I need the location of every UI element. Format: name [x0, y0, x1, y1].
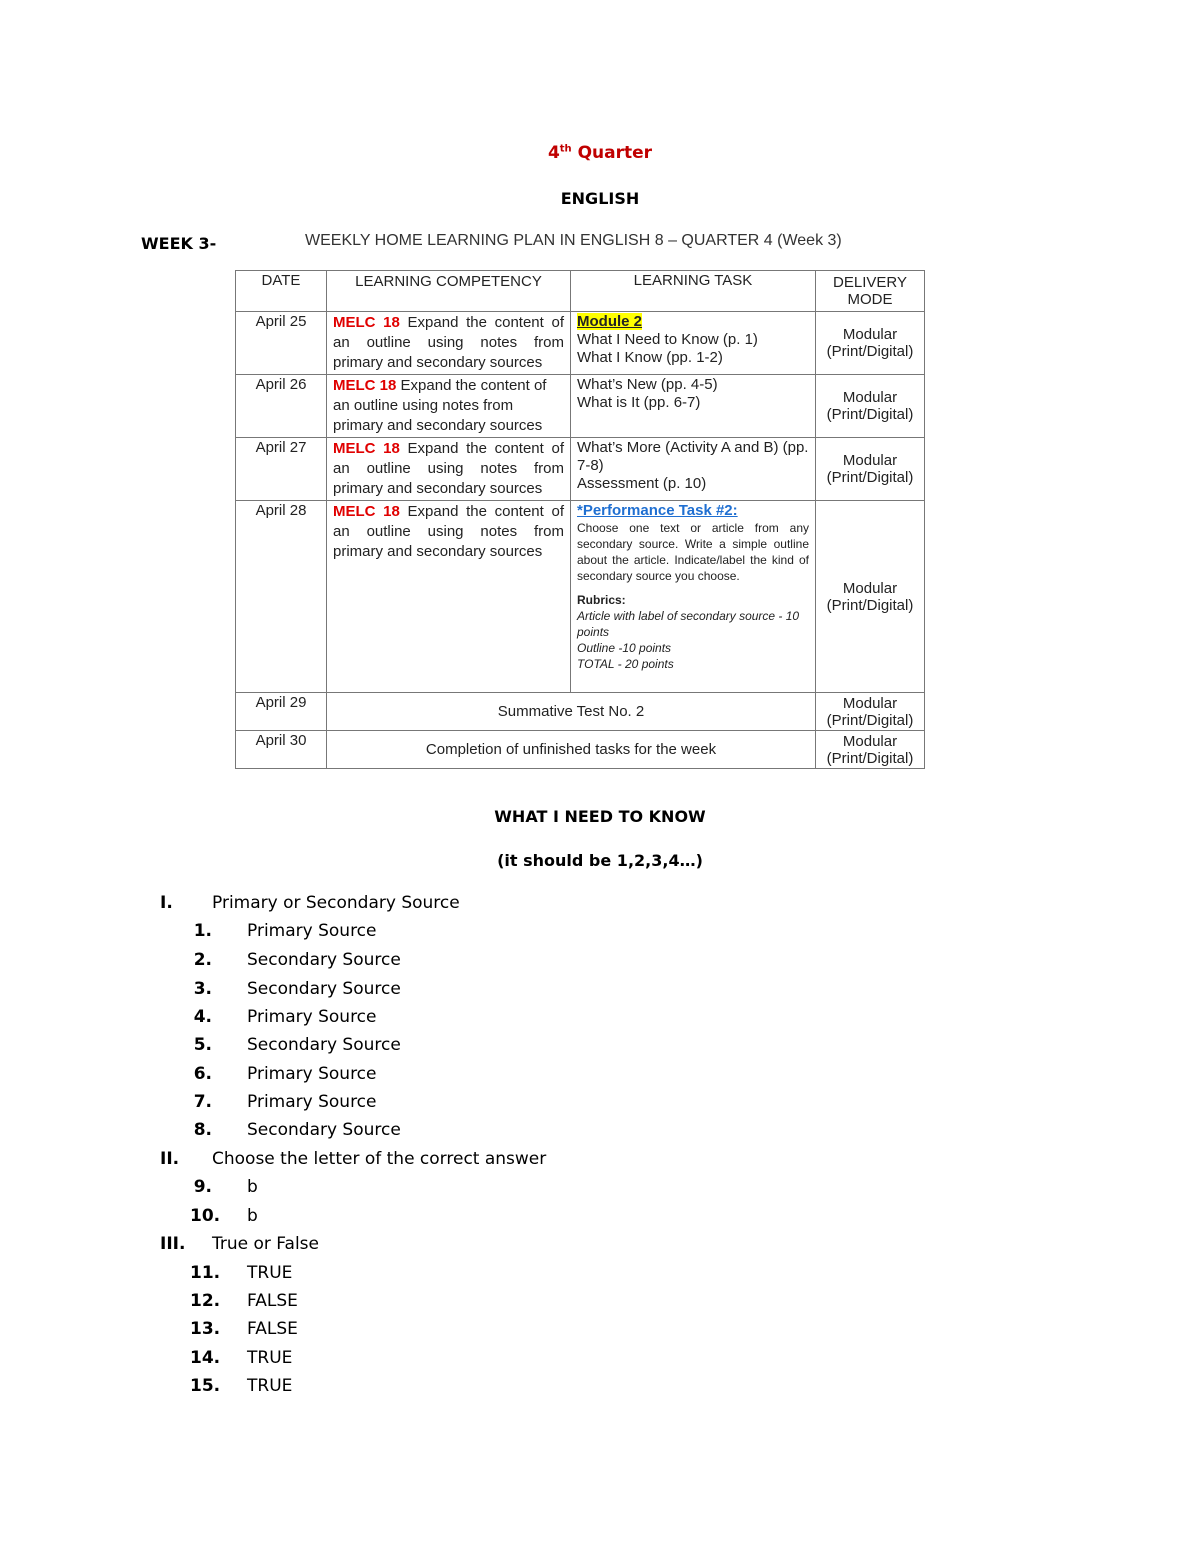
date-cell: April 25	[236, 312, 327, 375]
item-number: 14.	[190, 1348, 221, 1368]
table-row	[236, 375, 925, 438]
quarter-superscript: th	[559, 143, 572, 155]
item-answer: Secondary Source	[247, 950, 401, 970]
subject-heading: ENGLISH	[560, 189, 640, 208]
table-row	[236, 731, 925, 769]
competency-cell	[327, 501, 571, 693]
section-note: (it should be 1,2,3,4…)	[497, 851, 703, 870]
section-title: WHAT I NEED TO KNOW	[494, 807, 706, 826]
item-number: 7.	[193, 1092, 212, 1112]
item-number: 3.	[193, 979, 212, 999]
item-answer: Secondary Source	[247, 1035, 401, 1055]
task-line: Assessment (p. 10)	[577, 475, 707, 492]
table-row	[236, 693, 925, 731]
task-line: What I Know (pp. 1-2)	[577, 349, 723, 366]
competency-text: Expand the content of an outline using notes from primary and secondary sources	[333, 377, 547, 434]
competency-text: Expand the content of an outline using notes from primary and secondary sources	[333, 314, 564, 371]
rubric-item: Outline -10 points	[577, 641, 672, 655]
competency-text: Expand the content of an outline using notes from primary and secondary sources	[333, 440, 564, 497]
item-answer: Primary Source	[247, 1092, 377, 1112]
part-title: True or False	[212, 1234, 319, 1254]
item-number: 5.	[193, 1035, 212, 1055]
date-cell: April 26	[236, 375, 327, 438]
performance-task-title: *Performance Task #2:	[577, 502, 738, 519]
competency-cell	[327, 438, 571, 501]
task-line: What I Need to Know (p. 1)	[577, 331, 758, 348]
melc-label: MELC 18	[333, 440, 400, 457]
item-answer: b	[247, 1177, 258, 1197]
melc-label: MELC 18	[333, 377, 397, 394]
rubric-item: Article with label of secondary source - 10 points	[577, 609, 800, 639]
table-header-row	[236, 271, 925, 312]
item-number: 13.	[190, 1319, 221, 1339]
item-number: 12.	[190, 1291, 221, 1311]
item-answer: FALSE	[247, 1319, 298, 1339]
table-row	[236, 438, 925, 501]
date-cell: April 29	[236, 693, 327, 731]
part-numeral: II.	[160, 1149, 180, 1169]
task-cell	[571, 501, 816, 693]
mode-cell: Modular (Print/Digital)	[816, 731, 925, 769]
date-cell: April 30	[236, 731, 327, 769]
item-number: 10.	[190, 1206, 221, 1226]
rubrics-label: Rubrics:	[577, 593, 626, 607]
mode-cell: Modular (Print/Digital)	[816, 438, 925, 501]
table-row	[236, 501, 925, 693]
task-cell	[571, 375, 816, 438]
header-task: LEARNING TASK	[571, 271, 816, 312]
item-number: 1.	[193, 921, 212, 941]
item-number: 8.	[193, 1120, 212, 1140]
competency-cell	[327, 312, 571, 375]
item-number: 4.	[193, 1007, 212, 1027]
merged-task-cell: Summative Test No. 2	[327, 693, 816, 731]
item-number: 2.	[193, 950, 212, 970]
item-answer: Secondary Source	[247, 1120, 401, 1140]
competency-text: Expand the content of an outline using notes from primary and secondary sources	[333, 503, 564, 560]
performance-task-body: Choose one text or article from any secondary source. Write a simple outline about the article. Indicate/label the kind of secondary source you choose.	[577, 521, 809, 583]
rubric-item: TOTAL - 20 points	[577, 657, 674, 671]
mode-cell: Modular (Print/Digital)	[816, 693, 925, 731]
item-answer: Primary Source	[247, 1007, 377, 1027]
task-line: What’s New (pp. 4-5)	[577, 376, 718, 393]
date-cell: April 27	[236, 438, 327, 501]
item-answer: Primary Source	[247, 921, 377, 941]
learning-plan-table	[235, 270, 925, 769]
part-title: Choose the letter of the correct answer	[212, 1149, 547, 1169]
header-mode: DELIVERY MODE	[816, 271, 925, 312]
mode-cell: Modular (Print/Digital)	[816, 375, 925, 438]
date-cell: April 28	[236, 501, 327, 693]
task-line: What’s More (Activity A and B) (pp. 7-8)	[577, 439, 809, 474]
mode-cell: Modular (Print/Digital)	[816, 501, 925, 693]
part-numeral: I.	[160, 893, 173, 913]
item-answer: Secondary Source	[247, 979, 401, 999]
item-number: 6.	[193, 1064, 212, 1084]
task-line: What is It (pp. 6-7)	[577, 394, 701, 411]
table-row	[236, 312, 925, 375]
merged-task-cell: Completion of unfinished tasks for the week	[327, 731, 816, 769]
module-title: Module 2	[577, 313, 643, 330]
item-number: 11.	[190, 1263, 221, 1283]
week-label: WEEK 3-	[141, 234, 217, 253]
item-answer: TRUE	[247, 1376, 293, 1396]
task-cell	[571, 438, 816, 501]
item-answer: TRUE	[247, 1263, 293, 1283]
item-answer: TRUE	[247, 1348, 293, 1368]
quarter-word: Quarter	[577, 143, 653, 163]
item-number: 15.	[190, 1376, 221, 1396]
item-answer: Primary Source	[247, 1064, 377, 1084]
quarter-number: 4	[547, 143, 560, 163]
melc-label: MELC 18	[333, 503, 400, 520]
task-cell	[571, 312, 816, 375]
header-date: DATE	[236, 271, 327, 312]
item-number: 9.	[193, 1177, 212, 1197]
competency-cell	[327, 375, 571, 438]
item-answer: b	[247, 1206, 258, 1226]
plan-title: WEEKLY HOME LEARNING PLAN IN ENGLISH 8 – QUARTER 4 (Week 3)	[305, 232, 842, 249]
part-title: Primary or Secondary Source	[212, 893, 460, 913]
melc-label: MELC 18	[333, 314, 400, 331]
part-numeral: III.	[160, 1234, 186, 1254]
item-answer: FALSE	[247, 1291, 298, 1311]
mode-cell: Modular (Print/Digital)	[816, 312, 925, 375]
quarter-heading	[0, 143, 1200, 163]
header-competency: LEARNING COMPETENCY	[327, 271, 571, 312]
